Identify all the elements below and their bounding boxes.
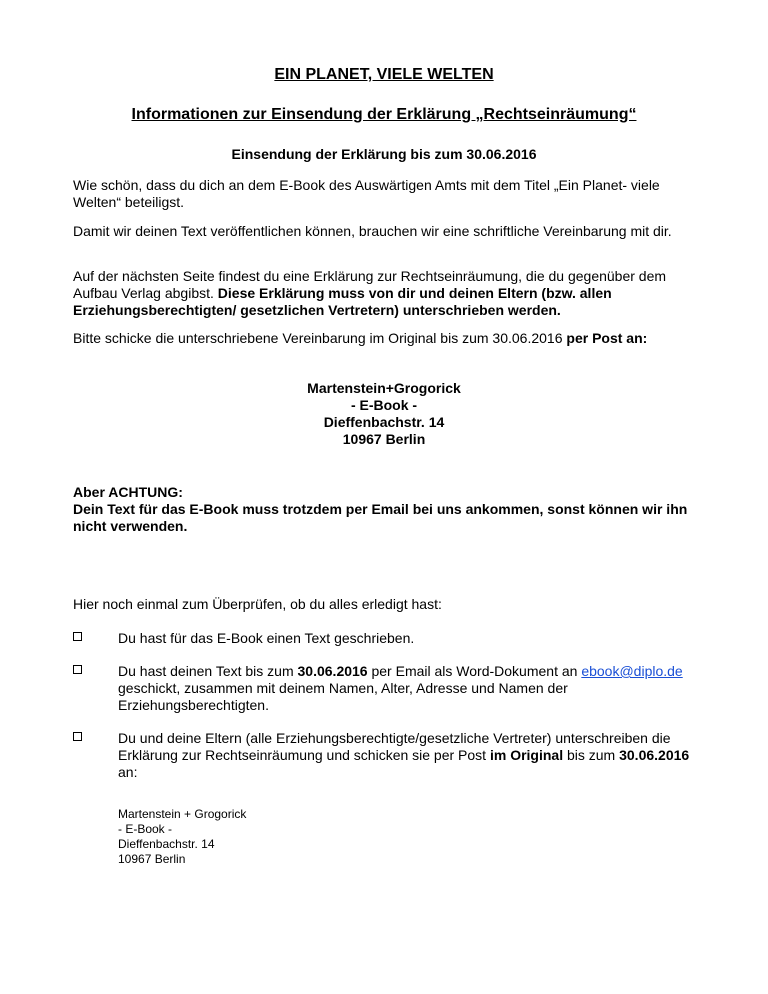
attention-heading: Aber ACHTUNG: [73,484,183,500]
address-line-name: Martenstein+Grogorick [307,380,461,396]
item-text-part: Du und deine Eltern (alle Erziehungsberechtigte/gesetzliche Vertreter) unterschreiben die Erklärung zur Rechtseinräumung und schicken sie per Post [118,730,671,763]
checklist-item-text [118,663,703,714]
item-date: 30.06.2016 [297,663,368,679]
checklist-address [118,807,246,867]
address-line-city: 10967 Berlin [342,431,426,447]
item-bold: im Original [489,747,564,763]
deadline-heading: Einsendung der Erklärung bis zum 30.06.2016 [231,146,537,162]
attention-note [73,484,693,535]
email-link[interactable]: ebook@diplo.de [581,663,683,679]
small-address-dept: - E-Book - [118,822,173,836]
item-text-part: bis zum [563,747,620,763]
item-text-part: per Email als Word-Dokument an [367,663,582,679]
item-date: 30.06.2016 [619,747,690,763]
item-text-part: an: [118,764,138,780]
send-paragraph-text: Bitte schicke die unterschriebene Vereinbarung im Original bis zum 30.06.2016 [73,330,567,346]
checkbox-icon[interactable] [73,632,82,641]
send-paragraph-bold: per Post an: [566,330,648,346]
small-address-name: Martenstein + Grogorick [118,807,247,821]
send-paragraph [73,330,703,347]
item-text-part: geschickt, zusammen mit deinem Namen, Alter, Adresse und Namen der Erziehungsberechtigten. [118,680,568,713]
small-address-street: Dieffenbachstr. 14 [118,837,215,851]
item-text-part: Du hast deinen Text bis zum [118,663,298,679]
mailing-address [0,380,768,448]
checkbox-icon[interactable] [73,665,82,674]
checklist-intro: Hier noch einmal zum Überprüfen, ob du alles erledigt hast: [73,596,442,612]
small-address-city: 10967 Berlin [118,852,186,866]
attention-text: Dein Text für das E-Book muss trotzdem per Email bei uns ankommen, sonst können wir ihn nicht verwenden. [73,501,688,534]
page-title: EIN PLANET, VIELE WELTEN [274,66,494,83]
checkbox-icon[interactable] [73,732,82,741]
rights-paragraph-bold: Diese Erklärung muss von dir und deinen Eltern (bzw. allen Erziehungsberechtigten/ gesetzlichen Vertretern) unterschrieben werden. [73,285,612,318]
rights-paragraph-text: Auf der nächsten Seite findest du eine Erklärung zur Rechtseinräumung, die du gegenüber dem Aufbau Verlag abgibst. [73,268,667,301]
address-line-dept: - E-Book - [350,397,418,413]
address-line-street: Dieffenbachstr. 14 [323,414,445,430]
rights-paragraph [73,268,703,319]
checklist-item-text: Du hast für das E-Book einen Text geschrieben. [118,630,415,646]
agreement-paragraph: Damit wir deinen Text veröffentlichen können, brauchen wir eine schriftliche Vereinbarung mit dir. [73,223,672,239]
intro-paragraph: Wie schön, dass du dich an dem E-Book des Auswärtigen Amts mit dem Titel „Ein Planet- viele Welten“ beteiligst. [73,177,660,210]
page-subtitle: Informationen zur Einsendung der Erklärung „Rechtseinräumung“ [131,106,637,123]
checklist-item-text [118,730,703,781]
